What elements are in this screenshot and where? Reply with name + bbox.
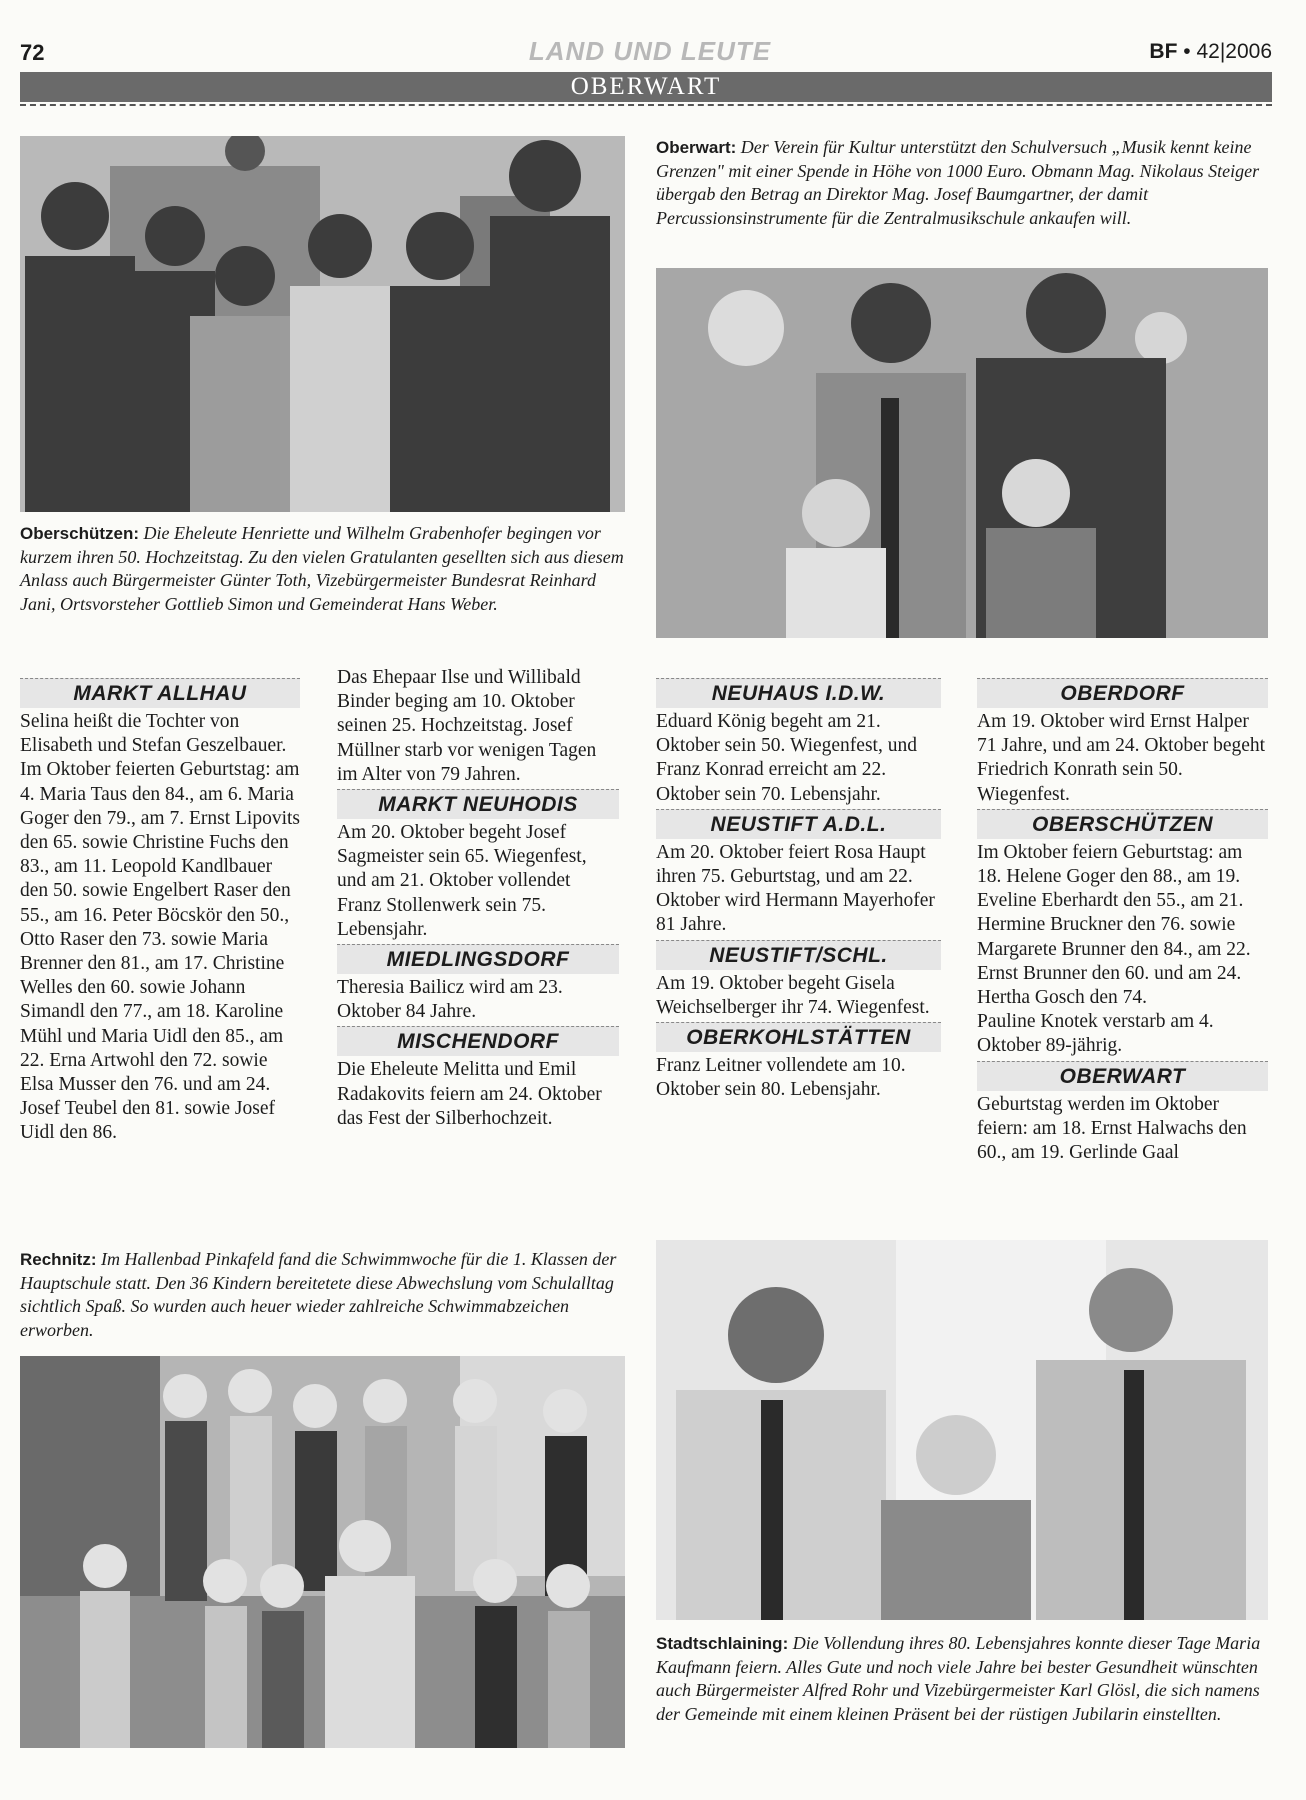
article-paragraph: Franz Leitner vollendete am 10. Oktober sein 80. Lebensjahr.	[656, 1055, 906, 1101]
article-paragraph: Am 20. Oktober feiert Rosa Haupt ihren 75. Geburtstag, und am 22. Oktober wird Hermann Mayerhofer 81 Jahre.	[656, 841, 935, 936]
caption-text: Die Vollendung ihres 80. Lebensjahres konnte dieser Tage Maria Kaufmann feiern. Alles Gute und noch viele Jahre bei bester Gesundheit wünschten auch Bürgermeister Alfred Rohr und Vizebürgermeister Karl Glösl, die sich namens der Gemeinde mit einem kleinen Präsent bei der rüstigen Jubilarin einstellten.	[656, 1633, 1261, 1724]
photo-rechnitz	[20, 1356, 625, 1748]
column-3	[656, 676, 941, 1102]
article-paragraph: Am 19. Oktober wird Ernst Halper 71 Jahre, und am 24. Oktober begeht Friedrich Konrath sein 50. Wiegenfest.	[977, 711, 1266, 805]
article-paragraph: Am 20. Oktober begeht Josef Sagmeister sein 65. Wiegenfest, und am 21. Oktober vollendet Franz Stollenwerk sein 75. Lebensjahr.	[337, 822, 587, 940]
caption-stadtschlaining	[656, 1632, 1268, 1726]
caption-text: Im Hallenbad Pinkafeld fand die Schwimmwoche für die 1. Klassen der Hauptschule statt. Den 36 Kindern bereitetete diese Abwechslung vom Schulalltag sichtlich Spaß. So wurden auch heuer wieder zahlreiche Schwimmabzeichen erworben.	[20, 1249, 617, 1340]
article-paragraph: Selina heißt die Tochter von Elisabeth und Stefan Geszelbauer.	[20, 711, 287, 757]
heading-markt-allhau: MARKT ALLHAU	[20, 678, 300, 708]
article-paragraph: Pauline Knotek verstarb am 4. Oktober 89-jährig.	[977, 1011, 1214, 1057]
caption-text: Der Verein für Kultur unterstützt den Schulversuch „Musik kennt keine Grenzen" mit einer Spende in Höhe von 1000 Euro. Obmann Mag. Nikolaus Steiger übergab den Betrag an Direktor Mag. Josef Baumgartner, der damit Percussionsinstrumente für die Zentralmusikschule ankaufen will.	[656, 137, 1260, 228]
caption-place: Rechnitz:	[20, 1250, 97, 1269]
article-paragraph: Das Ehepaar Ilse und Willibald Binder beging am 10. Oktober seinen 25. Hochzeitstag. Josef Müllner starb vor wenigen Tagen im Alter von 79 Jahren.	[337, 667, 597, 785]
heading-mischendorf: MISCHENDORF	[337, 1026, 619, 1056]
caption-place: Oberschützen:	[20, 524, 140, 543]
heading-oberschuetzen: OBERSCHÜTZEN	[977, 809, 1268, 839]
photo-oberschuetzen	[20, 136, 625, 512]
article-paragraph: Eduard König begeht am 21. Oktober sein 50. Wiegenfest, und Franz Konrad erreicht am 22. Oktober sein 70. Lebensjahr.	[656, 711, 917, 805]
photo-oberwart	[656, 268, 1268, 638]
heading-markt-neuhodis: MARKT NEUHODIS	[337, 789, 619, 819]
section-title: LAND UND LEUTE	[528, 36, 772, 66]
heading-miedlingsdorf: MIEDLINGSDORF	[337, 944, 619, 974]
caption-text: Die Eheleute Henriette und Wilhelm Grabenhofer begingen vor kurzem ihren 50. Hochzeitstag. Zu den vielen Gratulanten gesellten sich aus diesem Anlass auch Bürgermeister Günter Toth, Vizebürgermeister Bundesrat Reinhard Jani, Ortsvorsteher Gottlieb Simon und Gemeinderat Hans Weber.	[20, 523, 624, 614]
article-paragraph: Geburtstag werden im Oktober feiern: am 18. Ernst Halwachs den 60., am 19. Gerlinde Gaal	[977, 1093, 1247, 1164]
publication-name: BF	[1149, 40, 1178, 63]
caption-oberschuetzen	[20, 522, 625, 616]
header-divider	[20, 104, 1272, 106]
caption-place: Oberwart:	[656, 138, 737, 157]
region-banner	[20, 72, 1272, 102]
issue-number: 42|2006	[1196, 40, 1272, 63]
article-paragraph: Am 19. Oktober begeht Gisela Weichselberger ihr 74. Wiegenfest.	[656, 972, 930, 1018]
heading-oberdorf: OBERDORF	[977, 678, 1268, 708]
caption-rechnitz	[20, 1248, 625, 1342]
issue-info	[1149, 40, 1272, 64]
article-paragraph: Im Oktober feierten Geburtstag: am 4. Maria Taus den 84., am 6. Maria Goger den 79., am 7. Ernst Lipovits den 65. sowie Christine Fuchs den 83., am 11. Leopold Kandlbauer den 50. sowie Engelbert Raser den 55., am 16. Peter Böcskör den 50., Otto Raser den 73. sowie Maria Brenner den 81., am 17. Christine Welles den 60. sowie Johann Simandl den 77., am 18. Karoline Mühl und Maria Uidl den 85., am 22. Erna Artwohl den 72. sowie Elsa Musser den 76. und am 24. Josef Teubel den 81. sowie Josef Uidl den 86.	[20, 759, 300, 1144]
column-2	[337, 666, 619, 1131]
article-paragraph: Theresia Bailicz wird am 23. Oktober 84 Jahre.	[337, 977, 563, 1023]
article-paragraph: Die Eheleute Melitta und Emil Radakovits feiern am 24. Oktober das Fest der Silberhochzeit.	[337, 1059, 602, 1129]
photo-stadtschlaining	[656, 1240, 1268, 1620]
heading-neustift-schl: NEUSTIFT/SCHL.	[656, 940, 941, 970]
heading-oberkohlstaetten: OBERKOHLSTÄTTEN	[656, 1022, 941, 1052]
caption-place: Stadtschlaining:	[656, 1634, 789, 1653]
caption-oberwart	[656, 136, 1268, 230]
heading-neustift-adl: NEUSTIFT A.D.L.	[656, 809, 941, 839]
column-1	[20, 676, 300, 1146]
separator: •	[1183, 40, 1191, 63]
heading-neuhaus: NEUHAUS I.D.W.	[656, 678, 941, 708]
heading-oberwart: OBERWART	[977, 1061, 1268, 1091]
article-paragraph: Im Oktober feiern Geburtstag: am 18. Helene Goger den 88., am 19. Eveline Eberhardt den 55., am 21. Hermine Bruckner den 76. sowie Margarete Brunner den 84., am 22. Ernst Brunner den 60. und am 24. Hertha Gosch den 74.	[977, 841, 1251, 1009]
page-number: 72	[20, 40, 45, 65]
region-title: OBERWART	[570, 73, 722, 100]
column-4	[977, 676, 1268, 1165]
